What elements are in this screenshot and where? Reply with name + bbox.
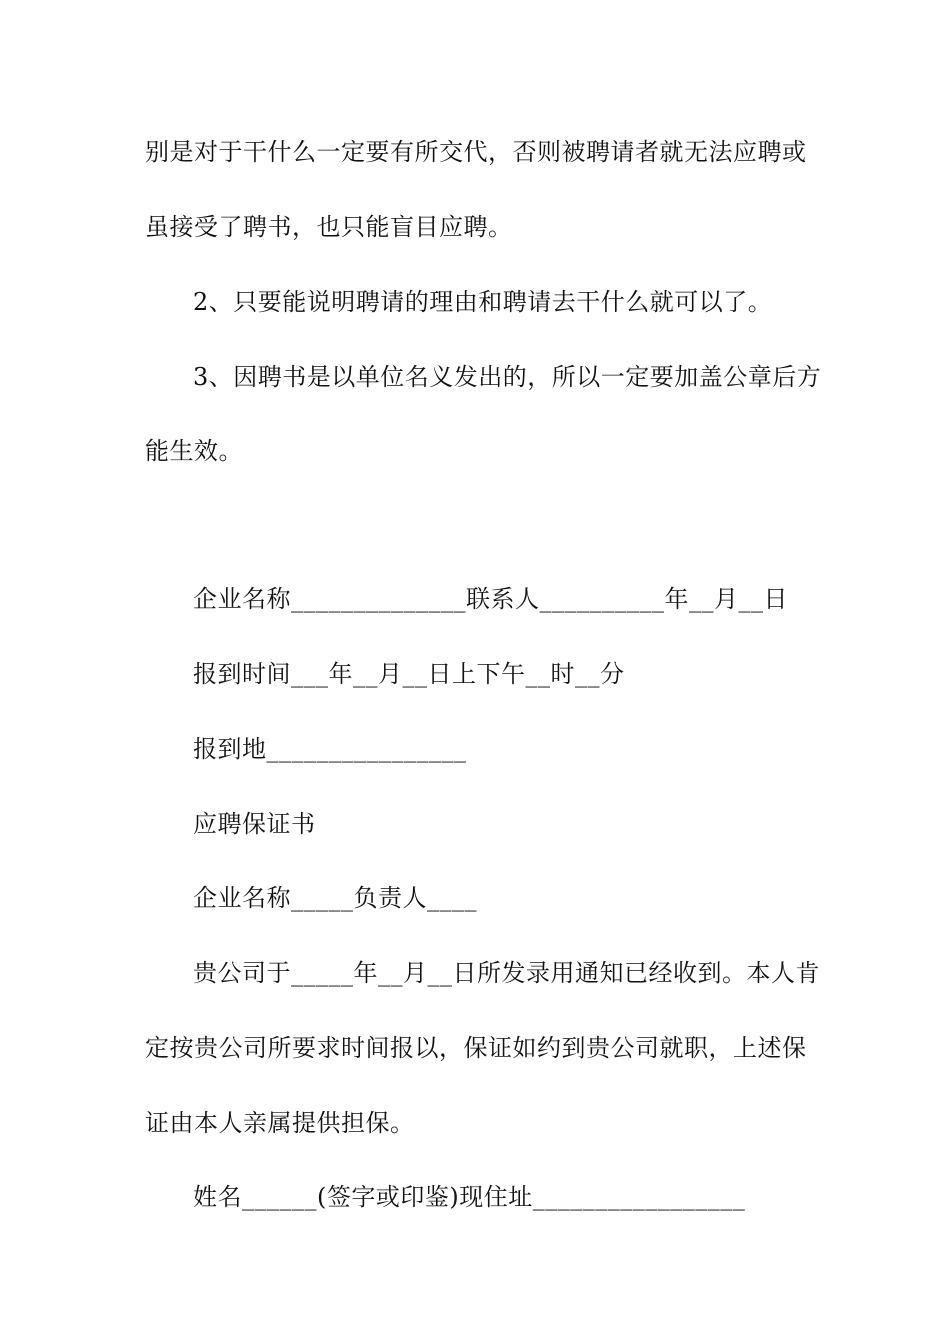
report-time-field: 报到时间___年__月__日上下午__时__分 — [193, 660, 625, 688]
body-text-line: 别是对于干什么一定要有所交代，否则被聘请者就无法应聘或 — [145, 138, 807, 166]
section-title: 应聘保证书 — [193, 810, 316, 838]
body-text-line: 虽接受了聘书，也只能盲目应聘。 — [145, 213, 513, 241]
company-contact-field: 企业名称______________联系人__________年__月__日 — [193, 585, 788, 613]
list-item-3: 3、因聘书是以单位名义发出的，所以一定要加盖公章后方 — [193, 363, 822, 391]
list-item-2: 2、只要能说明聘请的理由和聘请去干什么就可以了。 — [193, 288, 773, 316]
guarantee-text-line: 贵公司于_____年__月__日所发录用通知已经收到。本人肯 — [193, 959, 820, 987]
body-text-line: 能生效。 — [145, 437, 243, 465]
company-manager-field: 企业名称_____负责人____ — [193, 884, 477, 912]
report-location-field: 报到地________________ — [193, 735, 467, 763]
guarantee-text-line: 定按贵公司所要求时间报以，保证如约到贵公司就职，上述保 — [145, 1034, 807, 1062]
guarantee-text-line: 证由本人亲属提供担保。 — [145, 1109, 415, 1137]
signature-address-field: 姓名______(签字或印鉴)现住址_________________ — [193, 1183, 746, 1211]
